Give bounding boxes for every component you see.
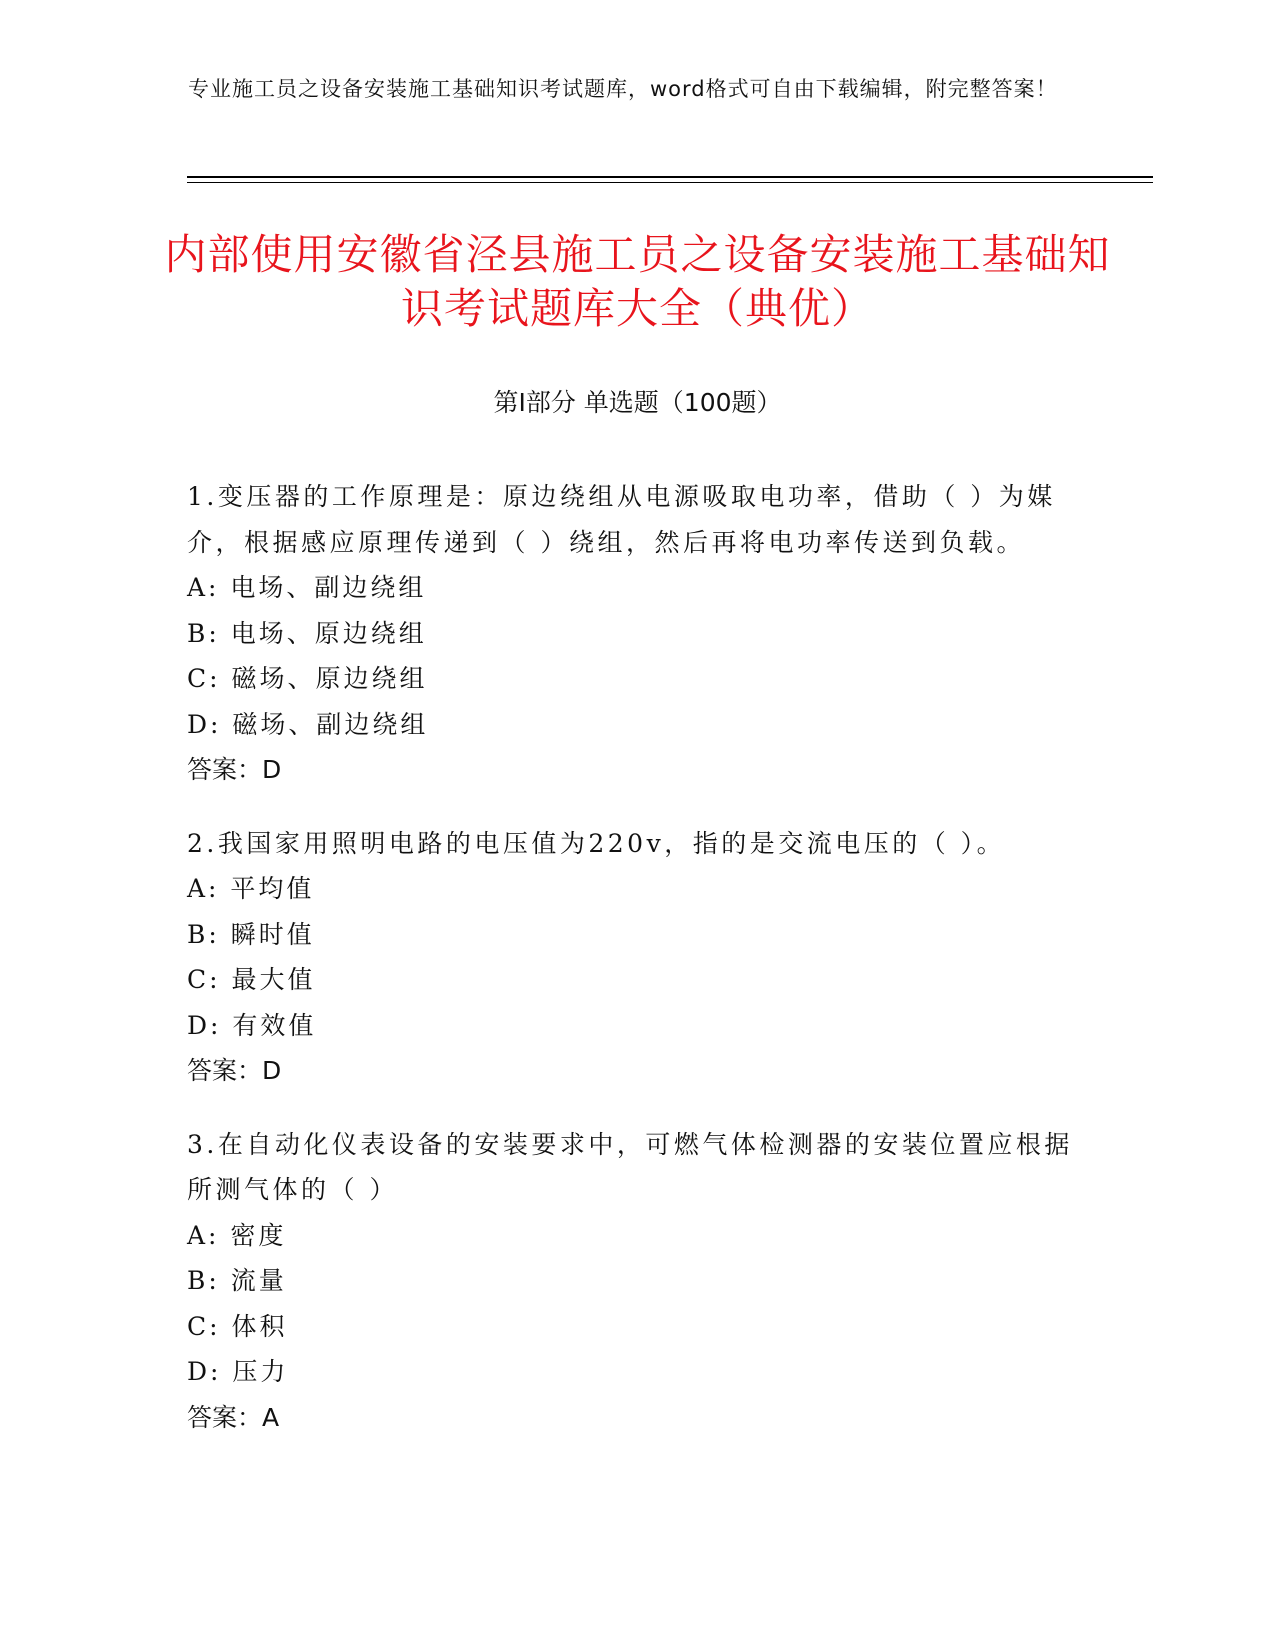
question-2 xyxy=(187,821,1087,1094)
question-list xyxy=(187,474,1087,1468)
option-a: A: 电场、副边绕组 xyxy=(187,573,427,602)
option-b: B: 电场、原边绕组 xyxy=(187,618,427,648)
option-c: C: 体积 xyxy=(187,1311,288,1341)
header-rule-thick xyxy=(187,176,1153,178)
question-stem: 3.在自动化仪表设备的安装要求中，可燃气体检测器的安装位置应根据所测气体的（ ） xyxy=(187,1129,1073,1204)
option-c: C: 磁场、原边绕组 xyxy=(187,664,428,693)
document-title: 内部使用安徽省泾县施工员之设备安装施工基础知识考试题库大全（典优） xyxy=(164,230,1111,333)
option-a: A: 密度 xyxy=(187,1220,287,1250)
section-title: 第Ⅰ部分 单选题（100题） xyxy=(493,388,782,417)
option-d: D: 压力 xyxy=(187,1357,289,1386)
option-b: B: 瞬时值 xyxy=(187,919,315,949)
answer: 答案：D xyxy=(187,1056,282,1085)
question-stem: 1.变压器的工作原理是：原边绕组从电源吸取电功率，借助（ ）为媒介，根据感应原理传递到（ ）绕组，然后再将电功率传送到负载。 xyxy=(187,482,1056,557)
option-d: D: 磁场、副边绕组 xyxy=(187,709,429,739)
answer: 答案：A xyxy=(187,1402,280,1432)
option-a: A: 平均值 xyxy=(187,874,315,903)
question-1 xyxy=(187,474,1087,793)
header-note: 专业施工员之设备安装施工基础知识考试题库，word格式可自由下载编辑，附完整答案！ xyxy=(188,77,1058,101)
question-3 xyxy=(187,1122,1087,1441)
option-d: D: 有效值 xyxy=(187,1010,317,1040)
option-b: B: 流量 xyxy=(187,1266,287,1295)
answer: 答案：D xyxy=(187,755,282,784)
option-c: C: 最大值 xyxy=(187,965,316,994)
question-stem: 2.我国家用照明电路的电压值为220v，指的是交流电压的（ ）。 xyxy=(187,828,1006,858)
header-rule-thin xyxy=(187,182,1153,183)
